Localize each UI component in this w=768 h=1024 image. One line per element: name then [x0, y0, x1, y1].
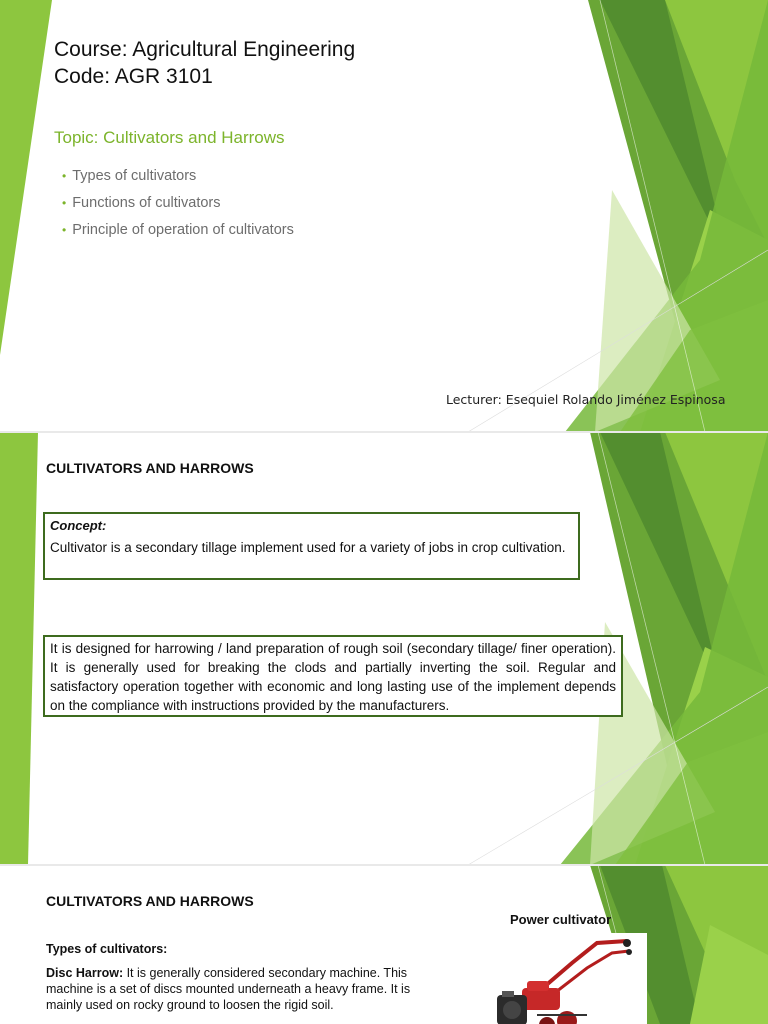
bullet-item	[62, 166, 294, 193]
slide-3-heading: CULTIVATORS AND HARROWS	[46, 893, 254, 909]
bullet-text: Types of cultivators	[72, 168, 197, 184]
code-line: Code: AGR 3101	[54, 65, 213, 88]
power-cultivator-image	[477, 933, 647, 1024]
bullet-item	[62, 220, 294, 247]
design-description-box	[43, 635, 623, 717]
lecturer-name: Lecturer: Esequiel Rolando Jiménez Espinosa	[446, 392, 726, 407]
bullet-text: Principle of operation of cultivators	[72, 222, 294, 238]
bullet-dot-icon: •	[62, 223, 67, 237]
disc-harrow-label: Disc Harrow:	[46, 966, 124, 980]
slide-2-heading: CULTIVATORS AND HARROWS	[46, 460, 254, 476]
disc-harrow-paragraph	[46, 965, 418, 1013]
slide-separator	[0, 864, 768, 866]
image-caption: Power cultivator	[510, 912, 612, 927]
disc-harrow-text: It is generally considered secondary machine. This machine is a set of discs mounted underneath a heavy frame. It is mainly used on rocky ground to loosen the rigid soil.	[46, 966, 411, 1012]
topic-bullet-list	[62, 166, 294, 247]
course-title	[54, 36, 355, 90]
course-line: Course: Agricultural Engineering	[54, 38, 356, 61]
slide-separator	[0, 431, 768, 433]
concept-label: Concept:	[50, 518, 107, 533]
bullet-dot-icon: •	[62, 196, 67, 210]
concept-box	[43, 512, 580, 580]
slide-2	[0, 432, 768, 865]
slide-1	[0, 0, 768, 432]
concept-text: Cultivator is a secondary tillage implement used for a variety of jobs in crop cultivation.	[50, 540, 566, 555]
bullet-text: Functions of cultivators	[72, 195, 221, 211]
power-cultivator-illustration	[477, 933, 647, 1024]
bullet-item	[62, 193, 294, 220]
slide-3	[0, 865, 768, 1024]
bullet-dot-icon: •	[62, 169, 67, 183]
design-text: It is designed for harrowing / land preparation of rough soil (secondary tillage/ finer operation). It is generally used for breaking the clods and partially inverting the soil. Regular and satisfactory operation together with economic and long lasting use of the implement depends on the compliance with instructions provided by the manufacturers.	[50, 641, 616, 713]
types-label: Types of cultivators:	[46, 942, 168, 956]
topic-heading: Topic: Cultivators and Harrows	[54, 128, 285, 147]
